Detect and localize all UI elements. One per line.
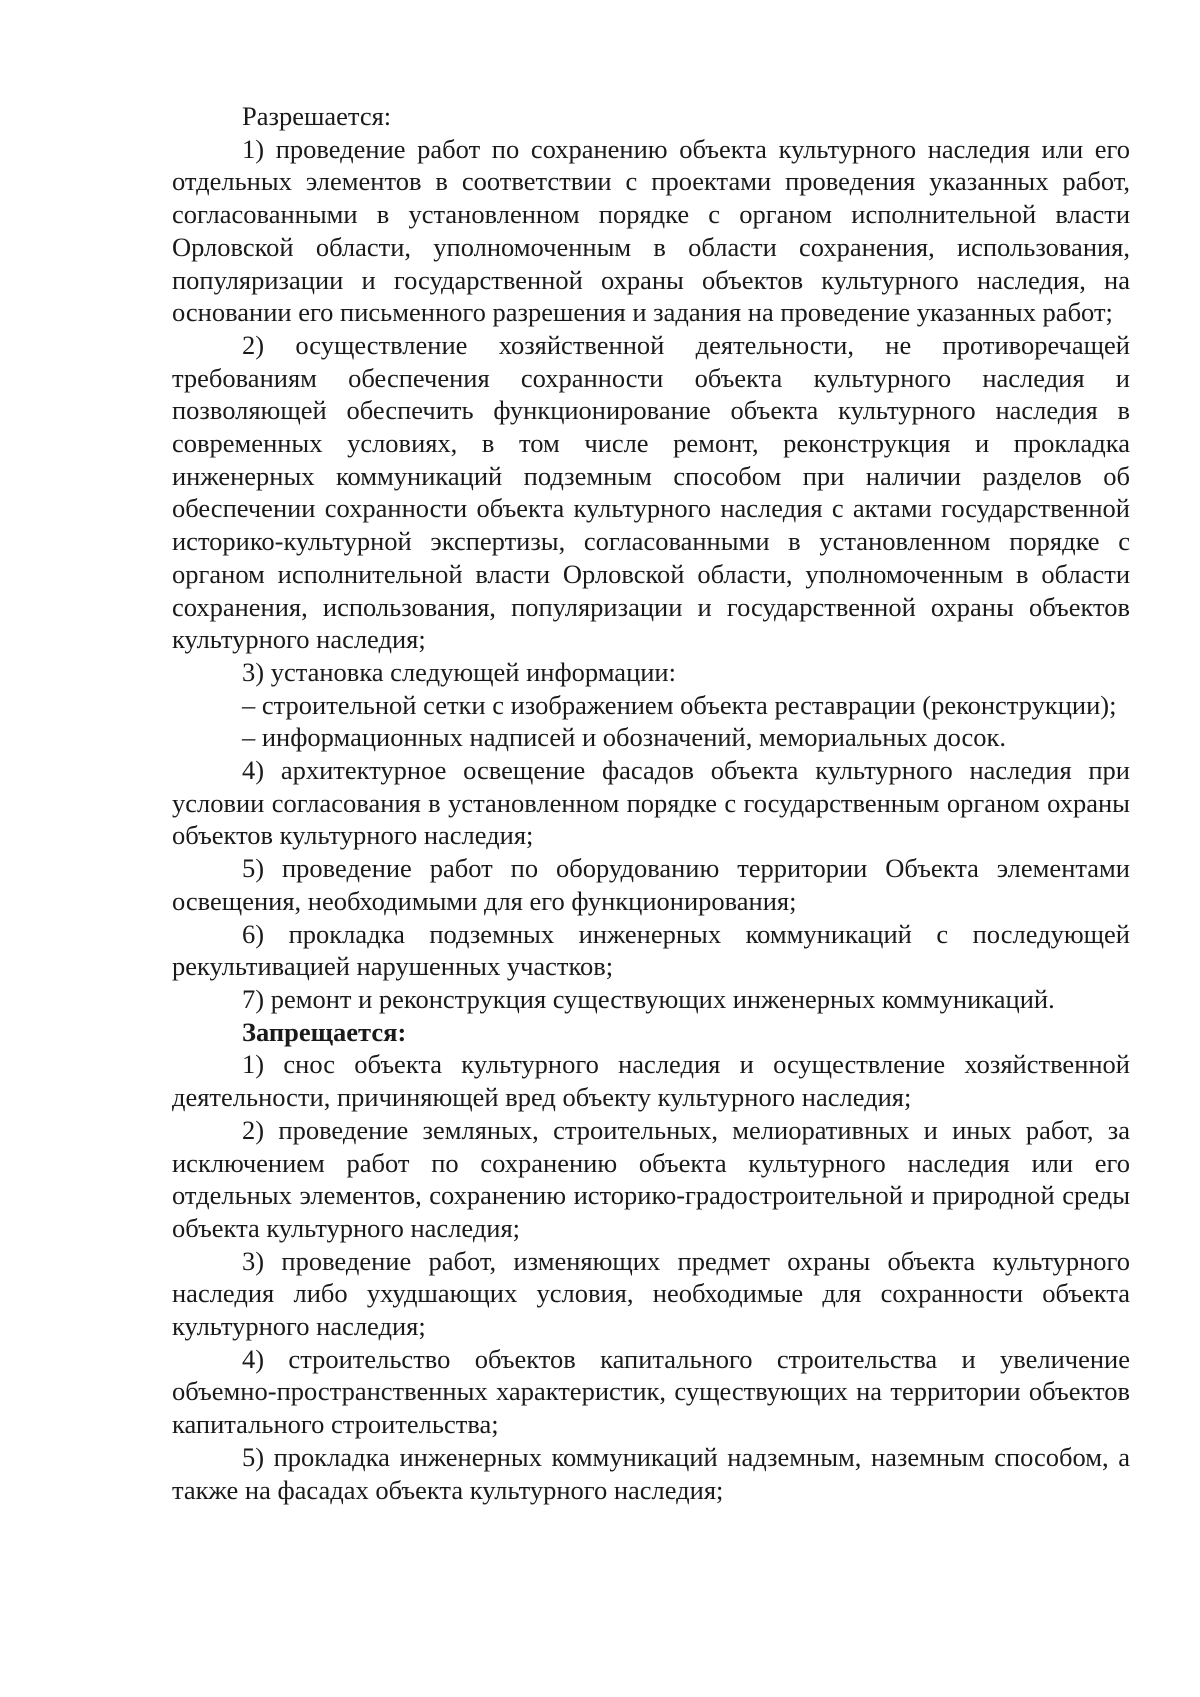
prohibited-item-3: 3) проведение работ, изменяющих предмет охраны объекта культурного наследия либо ухудшающих условия, необходимые для сохранности объекта культурного наследия; [172,1245,1130,1342]
permitted-item-6: 6) прокладка подземных инженерных коммуникаций с последующей рекультивацией нарушенных участков; [172,918,1130,982]
document-page [172,100,1130,1506]
prohibited-item-2: 2) проведение земляных, строительных, мелиоративных и иных работ, за исключением работ по сохранению объекта культурного наследия или его отдельных элементов, сохранению историко-градостроительной и природной среды объекта культурного наследия; [172,1114,1130,1243]
permitted-heading: Разрешается: [242,101,392,131]
permitted-item-7: 7) ремонт и реконструкция существующих инженерных коммуникаций. [242,983,1055,1014]
prohibited-item-4: 4) строительство объектов капитального строительства и увеличение объемно-пространственных характеристик, существующих на территории объектов капитального строительства; [172,1343,1130,1440]
permitted-item-2: 2) осуществление хозяйственной деятельности, не противоречащей требованиям обеспечения сохранности объекта культурного наследия и позволяющей обеспечить функционирование объекта культурного наследия в современных условиях, в том числе ремонт, реконструкция и прокладка инженерных коммуникаций подземным способом при наличии разделов об обеспечении сохранности объекта культурного наследия с актами государственной историко-культурной экспертизы, согласованными в установленном порядке с органом исполнительной власти Орловской области, уполномоченным в области сохранения, использования, популяризации и государственной охраны объектов культурного наследия; [172,329,1130,655]
prohibited-item-5: 5) прокладка инженерных коммуникаций надземным, наземным способом, а также на фасадах объекта культурного наследия; [172,1441,1130,1505]
permitted-item-4: 4) архитектурное освещение фасадов объекта культурного наследия при условии согласования в установленном порядке с государственным органом охраны объектов культурного наследия; [172,755,1130,851]
permitted-item-1: 1) проведение работ по сохранению объекта культурного наследия или его отдельных элементов в соответствии с проектами проведения указанных работ, согласованными в установленном порядке с органом исполнительной власти Орловской области, уполномоченным в области сохранения, использования, популяризации и государственной охраны объектов культурного наследия, на основании его письменного разрешения и задания на проведение указанных работ; [172,133,1130,328]
permitted-item-3: 3) установка следующей информации: [242,656,676,687]
permitted-item-3-sub-2: – информационных надписей и обозначений, мемориальных досок. [242,722,1007,753]
prohibited-heading: Запрещается: [242,1016,407,1047]
permitted-item-3-sub-1: – строительной сетки с изображением объекта реставрации (реконструкции); [242,689,1117,720]
permitted-item-5: 5) проведение работ по оборудованию территории Объекта элементами освещения, необходимыми для его функционирования; [172,853,1130,916]
prohibited-item-1: 1) снос объекта культурного наследия и осуществление хозяйственной деятельности, причиняющей вред объекту культурного наследия; [172,1049,1130,1113]
